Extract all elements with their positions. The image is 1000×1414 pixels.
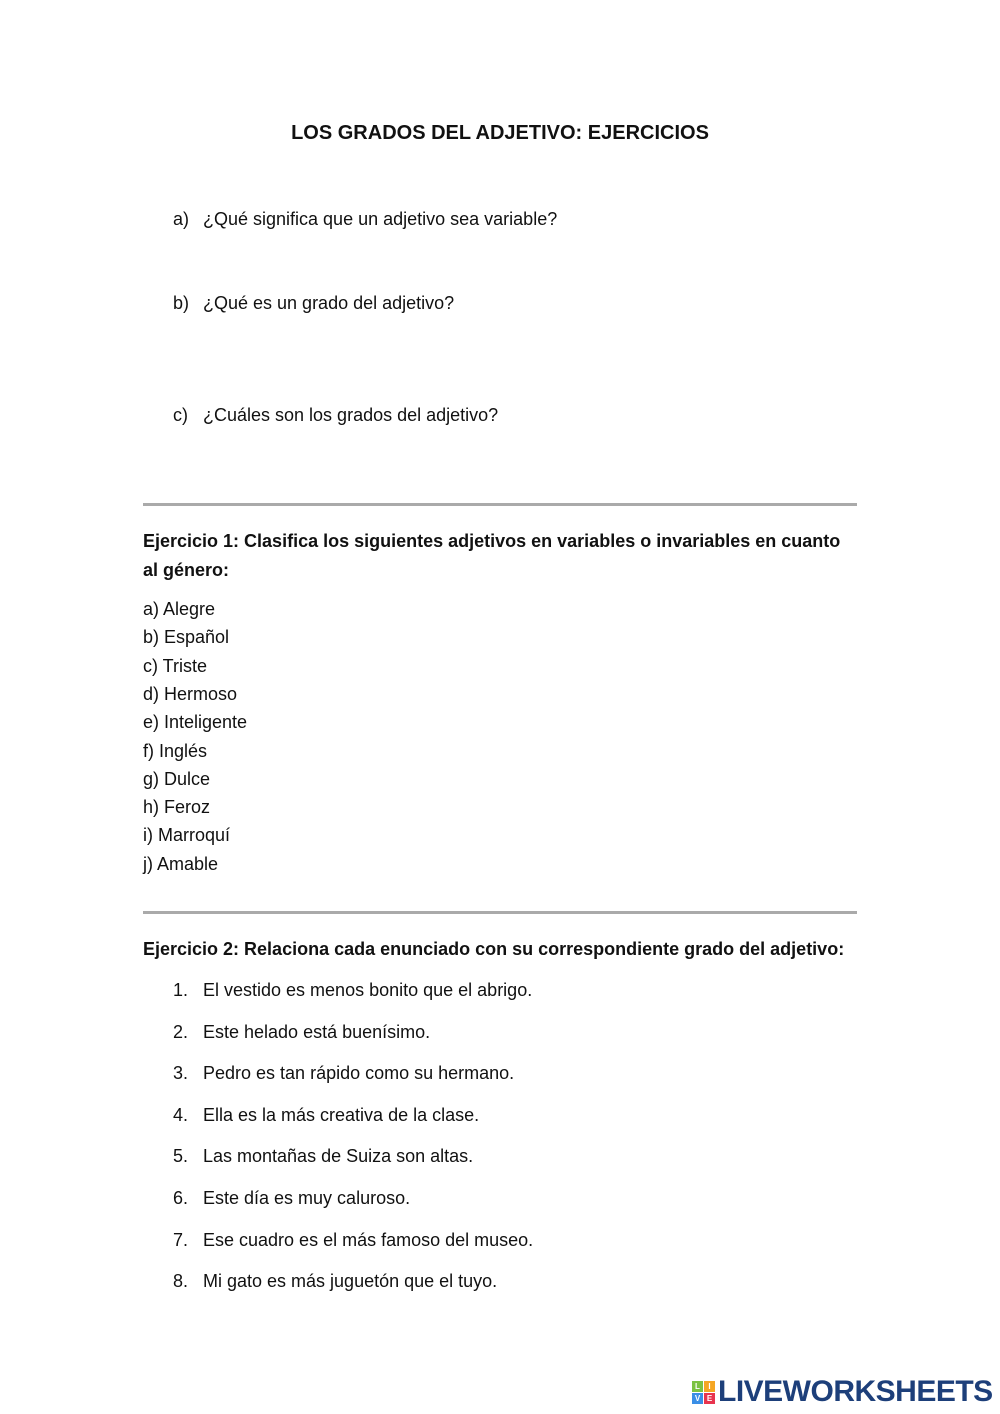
sentence-item (173, 980, 532, 1001)
logo-cube: L (692, 1381, 703, 1392)
adjective-item: i) Marroquí (143, 825, 231, 846)
sentence-number: 4. (173, 1104, 189, 1125)
divider (143, 911, 857, 914)
sentence-item (173, 1188, 410, 1209)
sentence-text: Las montañas de Suiza son altas. (203, 1146, 474, 1167)
sentence-item (173, 1063, 514, 1084)
sentence-item (173, 1022, 430, 1043)
question-label: b) (173, 293, 190, 313)
logo-cube: I (704, 1381, 715, 1392)
question-label: a) (173, 209, 190, 229)
question-text: ¿Cuáles son los grados del adjetivo? (203, 405, 499, 425)
adjective-item: j) Amable (143, 853, 219, 874)
question-label: c) (173, 405, 188, 425)
sentence-number: 1. (173, 980, 189, 1000)
sentence-item (173, 1146, 473, 1167)
logo-text: LIVEWORKSHEETS (718, 1375, 993, 1408)
adjective-item: f) Inglés (143, 740, 208, 761)
adjective-item: d) Hermoso (143, 683, 238, 704)
exercise-1-heading: Ejercicio 1: Clasifica los siguientes adjetivos en variables o invariables en cuanto al género: (143, 531, 841, 580)
divider (143, 503, 857, 506)
sentence-item (173, 1230, 533, 1251)
sentence-text: Ese cuadro es el más famoso del museo. (203, 1229, 534, 1250)
question-text: ¿Qué es un grado del adjetivo? (203, 293, 455, 313)
adjective-item: g) Dulce (143, 768, 211, 789)
liveworksheets-logo (692, 1375, 993, 1409)
sentence-item (173, 1271, 497, 1292)
question-text: ¿Qué significa que un adjetivo sea variable? (203, 209, 558, 229)
logo-cube: V (692, 1393, 703, 1404)
sentence-number: 6. (173, 1188, 189, 1208)
sentence-number: 5. (173, 1146, 189, 1167)
question (173, 405, 498, 426)
question (173, 209, 557, 230)
exercise-2-heading: Ejercicio 2: Relaciona cada enunciado con su correspondiente grado del adjetivo: (143, 939, 845, 959)
sentence-text: Pedro es tan rápido como su hermano. (203, 1063, 515, 1084)
adjective-item: b) Español (143, 627, 230, 648)
adjective-item: a) Alegre (143, 599, 216, 619)
adjective-item: c) Triste (143, 655, 208, 676)
sentence-number: 3. (173, 1063, 189, 1084)
sentence-item (173, 1105, 479, 1126)
sentence-text: Este helado está buenísimo. (203, 1021, 431, 1042)
sentence-number: 2. (173, 1021, 189, 1042)
sentence-text: Este día es muy caluroso. (203, 1188, 411, 1208)
logo-cubes-icon (692, 1381, 715, 1404)
sentence-text: El vestido es menos bonito que el abrigo. (203, 980, 533, 1000)
sentence-number: 7. (173, 1229, 189, 1250)
adjective-item: e) Inteligente (143, 712, 248, 733)
sentence-text: Mi gato es más juguetón que el tuyo. (203, 1271, 498, 1292)
sentence-number: 8. (173, 1271, 189, 1292)
page-title: LOS GRADOS DEL ADJETIVO: EJERCICIOS (291, 122, 709, 144)
logo-cube: E (704, 1393, 715, 1404)
adjective-item: h) Feroz (143, 797, 211, 818)
sentence-text: Ella es la más creativa de la clase. (203, 1104, 480, 1125)
question (173, 293, 454, 314)
